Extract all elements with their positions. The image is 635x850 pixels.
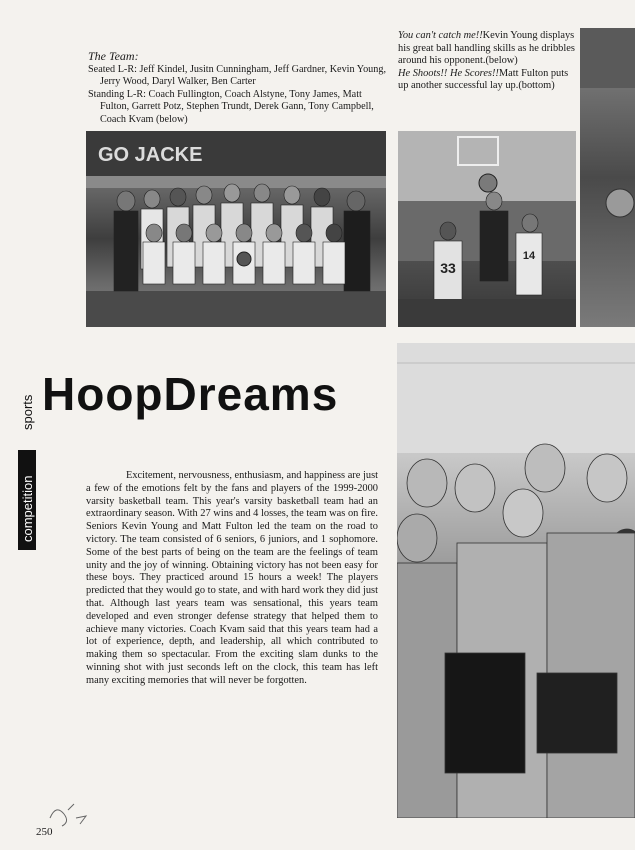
jersey-number-2: 14 bbox=[522, 250, 536, 262]
action-photo-graphic bbox=[398, 131, 576, 327]
team-caption-seated: Seated L-R: Jeff Kindel, Jusitn Cunningham, Jeff Gardner, Kevin Young, Jerry Wood, Daryl Walker, Ben Carter bbox=[88, 63, 387, 88]
action-quote-2: He Shoots!! He Scores!! bbox=[398, 67, 499, 79]
team-photo bbox=[86, 131, 386, 327]
article-body: Excitement, nervousness, enthusiasm, and happiness are just a few of the emotions felt by the fans and players of the 1999-2000 varsity basketball team. This year's varsity basketball team had an extraordinary season. With 27 wins and 4 losses, the team was on fire. Seniors Kevin Young and Matt Fulton led the team on the road to victory. The team consisted of 6 seniors, 6 juniors, and 1 sophomore. Some of the best parts of being on the team are the feelings of team unity and the joy of winning. Obtaining victory has not been easy for these boys. They practiced around 15 hours a week! The players predicted that they would go to state, and with hard work they did just that. Although last years team was sensational, this years team developed and even stronger defense strategy that helped them to achieve many victories. Coach Kvam said that this years team had a lot of experience, depth, and leadership, all which contributed to making them so spectacular. From the exciting slam dunks to the winning shot with just seconds left on the clock, this team has left many exciting memories that will never be forgotten. bbox=[86, 470, 378, 686]
action-text-1: Kevin Young displays his great ball handling skills as he dribbles around his opponent.(below) bbox=[398, 30, 575, 67]
banner-text: GO JACKE bbox=[98, 144, 203, 166]
team-caption-label: The Team: bbox=[88, 49, 139, 63]
action-caption bbox=[398, 30, 576, 93]
group-photo bbox=[397, 343, 635, 818]
team-caption bbox=[88, 50, 386, 127]
jersey-number: 33 bbox=[440, 260, 456, 276]
team-caption-standing: Standing L-R: Coach Fullington, Coach Alstyne, Tony James, Matt Fulton, Garrett Potz, Stephen Trundt, Derek Gann, Tony Campbell, Coach Kvam (below) bbox=[88, 88, 374, 125]
headline-text: HoopDreams bbox=[42, 368, 339, 420]
section-tag bbox=[16, 360, 38, 550]
section-sports: sports bbox=[20, 394, 35, 430]
team-photo-graphic bbox=[86, 131, 386, 327]
action-quote-1: You can't catch me!! bbox=[398, 30, 483, 41]
headline bbox=[42, 362, 392, 422]
section-competition: competition bbox=[20, 475, 35, 542]
page-number: 250 bbox=[36, 826, 53, 838]
action-photo bbox=[398, 131, 576, 327]
edge-photo bbox=[580, 28, 635, 327]
action-text-2: Matt Fulton puts up another successful lay up.(bottom) bbox=[398, 67, 569, 92]
